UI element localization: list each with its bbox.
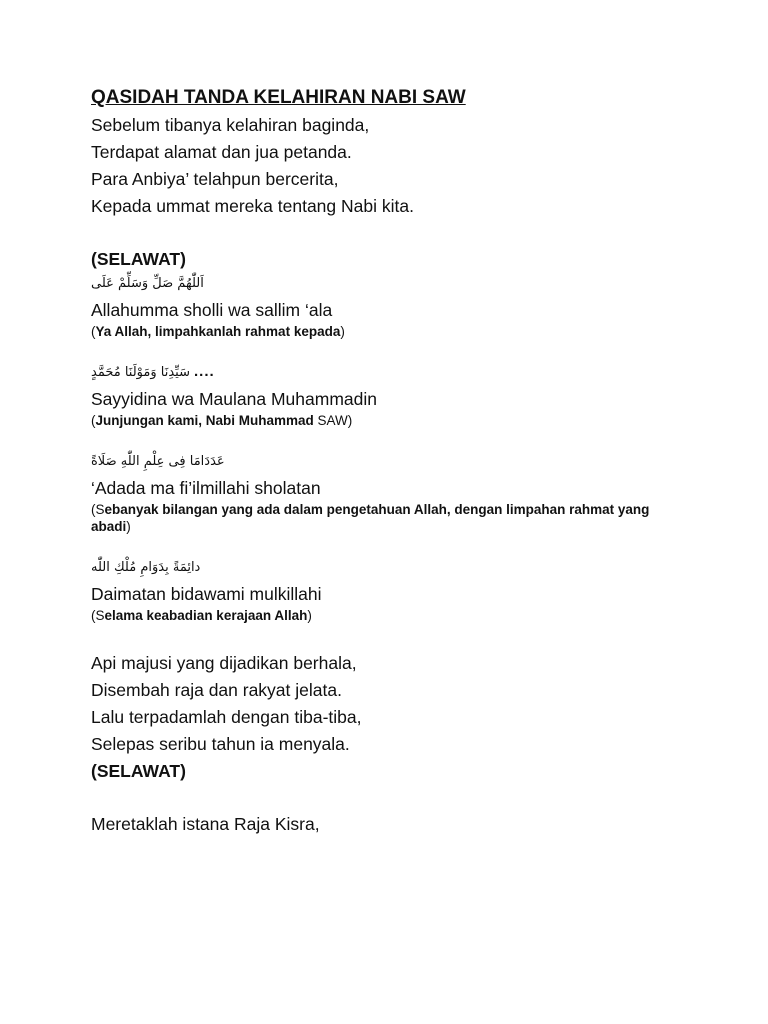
verse-line: Api majusi yang dijadikan berhala, xyxy=(91,653,357,673)
verse-3 xyxy=(91,811,691,838)
verse-line: Lalu terpadamlah dengan tiba-tiba, xyxy=(91,707,362,727)
selawat-block xyxy=(91,273,691,340)
selawat-heading: (SELAWAT) xyxy=(91,761,186,781)
arabic-text: اَللّٰهُمَّ صَلِّ وَسَلِّمْ عَلَى xyxy=(91,276,204,291)
transliteration: ‘Adada ma fi’ilmillahi sholatan xyxy=(91,478,321,498)
arabic-text: سَيِّدِنَا وَمَوْلَنَا مُحَمَّدٍ xyxy=(91,365,190,380)
document-title: QASIDAH TANDA KELAHIRAN NABI SAW xyxy=(91,87,466,108)
arabic-text: عَدَدَامَا فِى عِلْمِ اللّٰهِ صَلَاةً xyxy=(91,454,225,469)
selawat-heading: (SELAWAT) xyxy=(91,249,186,269)
selawat-block xyxy=(91,362,691,429)
translation: (Selama keabadian kerajaan Allah) xyxy=(91,608,312,623)
document-page xyxy=(91,84,691,838)
verse-line: Terdapat alamat dan jua petanda. xyxy=(91,142,352,162)
transliteration: Daimatan bidawami mulkillahi xyxy=(91,584,322,604)
verse-line: Meretaklah istana Raja Kisra, xyxy=(91,814,320,834)
verse-line: Para Anbiya’ telahpun bercerita, xyxy=(91,169,339,189)
verse-2 xyxy=(91,650,691,758)
translation: (Junjungan kami, Nabi Muhammad SAW) xyxy=(91,413,353,428)
translation: (Ya Allah, limpahkanlah rahmat kepada) xyxy=(91,324,345,339)
transliteration: Allahumma sholli wa sallim ‘ala xyxy=(91,300,333,320)
verse-line: Sebelum tibanya kelahiran baginda, xyxy=(91,115,370,135)
transliteration: Sayyidina wa Maulana Muhammadin xyxy=(91,389,377,409)
translation: (Sebanyak bilangan yang ada dalam pengetahuan Allah, dengan limpahan rahmat yang abadi) xyxy=(91,502,650,534)
verse-1 xyxy=(91,112,691,220)
selawat-block xyxy=(91,557,691,624)
verse-line: Disembah raja dan rakyat jelata. xyxy=(91,680,342,700)
ellipsis-dots: .... xyxy=(193,363,215,380)
verse-line: Selepas seribu tahun ia menyala. xyxy=(91,734,350,754)
verse-line: Kepada ummat mereka tentang Nabi kita. xyxy=(91,196,414,216)
arabic-text: دائِمَةً بِدَوَامِ مُلْكِ اللّٰه xyxy=(91,560,201,575)
selawat-block xyxy=(91,451,691,535)
